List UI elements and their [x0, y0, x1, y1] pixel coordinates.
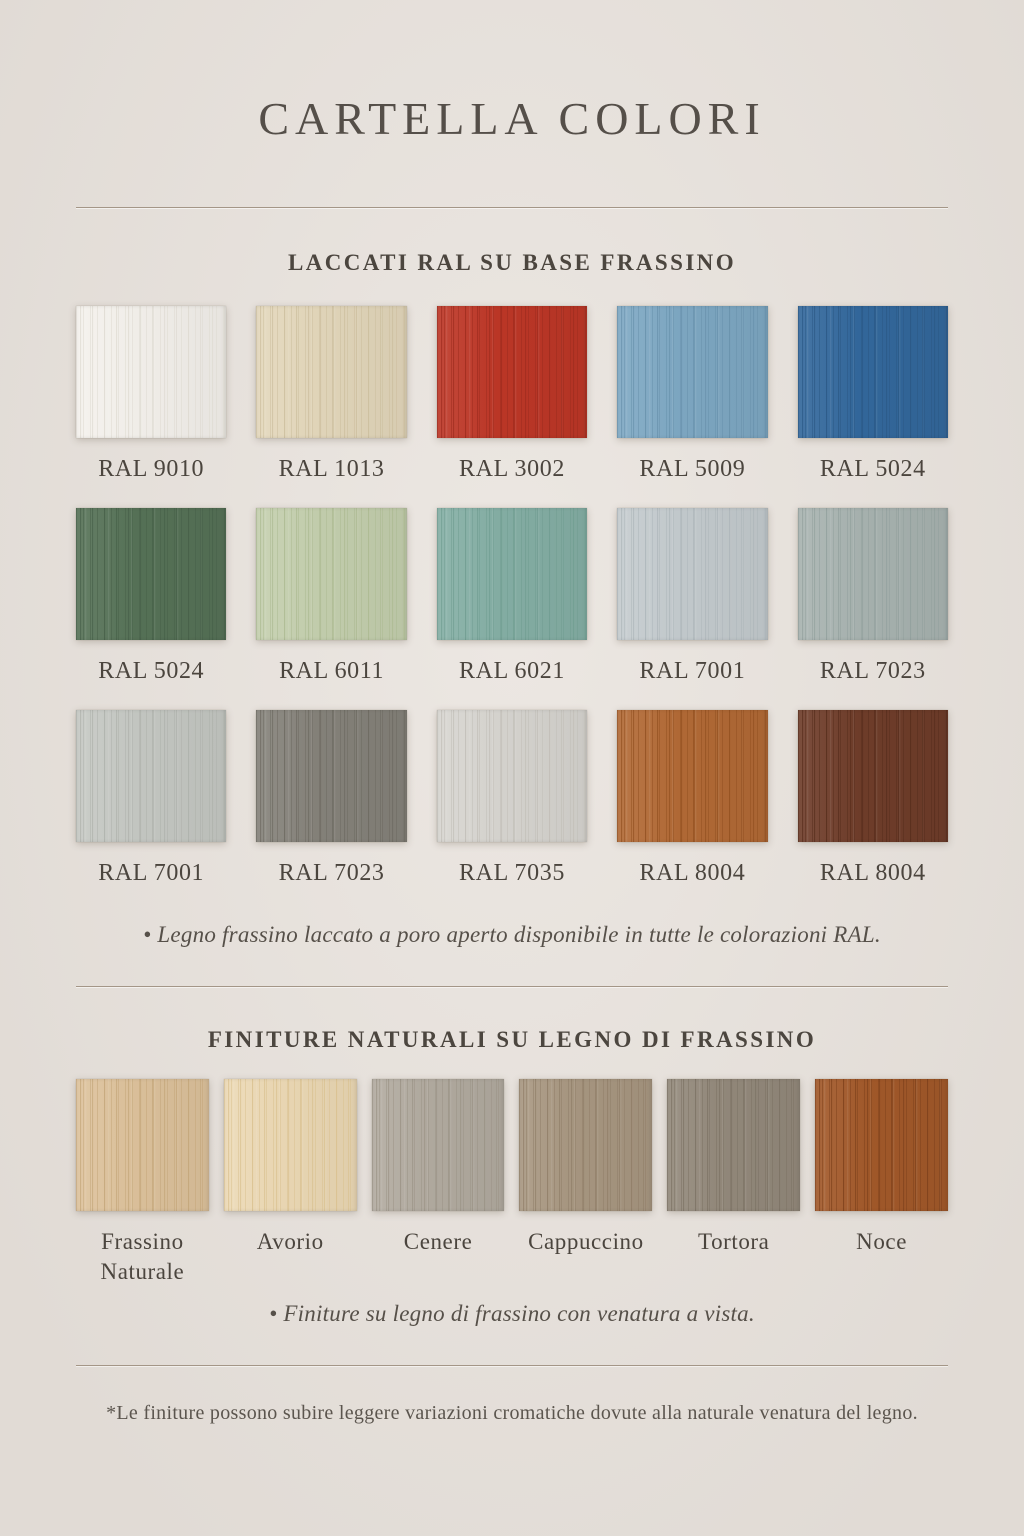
swatch-label: Cenere — [403, 1229, 473, 1254]
swatch-cell — [76, 710, 226, 912]
swatch-cell — [437, 508, 587, 710]
swatch-label: RAL 6021 — [459, 658, 565, 684]
divider — [76, 1365, 948, 1366]
wood-finish-swatch — [76, 710, 226, 842]
swatch-cell — [437, 710, 587, 912]
wood-finish-swatch — [617, 508, 767, 640]
swatch-cell — [372, 1079, 505, 1287]
swatch-cell — [256, 508, 406, 710]
swatch-cell — [617, 306, 767, 508]
swatch-label: RAL 8004 — [819, 860, 926, 886]
divider — [76, 986, 948, 987]
swatch-label: RAL 7023 — [819, 658, 926, 684]
swatch-label: Noce — [856, 1229, 907, 1254]
wood-finish-swatch — [256, 508, 406, 640]
swatch-cell — [76, 1079, 209, 1287]
swatch-label: RAL 7001 — [98, 860, 205, 886]
wood-finish-swatch — [617, 306, 767, 438]
swatch-cell — [256, 306, 406, 508]
swatch-label: RAL 9010 — [98, 456, 205, 482]
wood-finish-swatch — [519, 1079, 652, 1211]
swatch-cell — [437, 306, 587, 508]
swatch-label: RAL 8004 — [639, 860, 746, 886]
section-natural-finishes — [76, 1027, 948, 1327]
section-header: FINITURE NATURALI SU LEGNO DI FRASSINO — [207, 1027, 817, 1052]
divider — [76, 207, 948, 208]
swatch-label: RAL 5024 — [819, 456, 926, 482]
natural-swatch-grid — [76, 1079, 948, 1287]
wood-finish-swatch — [224, 1079, 357, 1211]
section-note: • Legno frassino laccato a poro aperto disponibile in tutte le colorazioni RAL. — [143, 922, 881, 947]
swatch-cell — [256, 710, 406, 912]
swatch-label: RAL 5024 — [98, 658, 205, 684]
wood-finish-swatch — [372, 1079, 505, 1211]
section-ral-lacquers — [76, 250, 948, 948]
wood-finish-swatch — [617, 710, 767, 842]
swatch-label: RAL 5009 — [639, 456, 746, 482]
swatch-cell — [224, 1079, 357, 1287]
swatch-label: Cappuccino — [528, 1229, 644, 1254]
wood-finish-swatch — [798, 710, 948, 842]
swatch-label: Frassino Naturale — [100, 1229, 185, 1284]
wood-finish-swatch — [798, 508, 948, 640]
section-note: • Finiture su legno di frassino con venatura a vista. — [269, 1301, 755, 1326]
wood-finish-swatch — [437, 508, 587, 640]
section-header: LACCATI RAL SU BASE FRASSINO — [287, 250, 737, 275]
ral-swatch-grid — [76, 306, 948, 912]
wood-finish-swatch — [815, 1079, 948, 1211]
wood-finish-swatch — [76, 1079, 209, 1211]
swatch-cell — [798, 710, 948, 912]
wood-finish-swatch — [76, 508, 226, 640]
wood-finish-swatch — [437, 710, 587, 842]
swatch-label: Tortora — [698, 1229, 770, 1254]
swatch-label: RAL 7023 — [278, 860, 385, 886]
swatch-cell — [798, 508, 948, 710]
swatch-cell — [76, 508, 226, 710]
swatch-cell — [815, 1079, 948, 1287]
page-title: CARTELLA COLORI — [258, 93, 766, 144]
swatch-cell — [667, 1079, 800, 1287]
swatch-cell — [519, 1079, 652, 1287]
wood-finish-swatch — [256, 306, 406, 438]
swatch-label: Avorio — [256, 1229, 324, 1254]
swatch-cell — [798, 306, 948, 508]
wood-finish-swatch — [667, 1079, 800, 1211]
swatch-label: RAL 7035 — [459, 860, 565, 886]
swatch-cell — [617, 710, 767, 912]
swatch-cell — [76, 306, 226, 508]
wood-finish-swatch — [256, 710, 406, 842]
footer-disclaimer: *Le finiture possono subire leggere variazioni cromatiche dovute alla naturale venatura del legno. — [106, 1402, 918, 1424]
wood-finish-swatch — [798, 306, 948, 438]
swatch-label: RAL 7001 — [639, 658, 746, 684]
swatch-label: RAL 6011 — [279, 658, 385, 684]
swatch-label: RAL 1013 — [278, 456, 385, 482]
swatch-label: RAL 3002 — [459, 456, 565, 482]
swatch-cell — [617, 508, 767, 710]
wood-finish-swatch — [76, 306, 226, 438]
wood-finish-swatch — [437, 306, 587, 438]
